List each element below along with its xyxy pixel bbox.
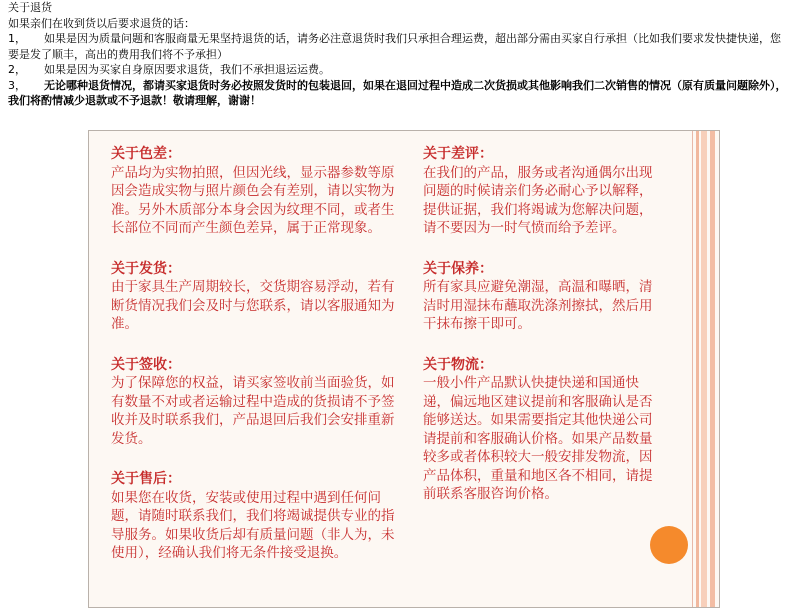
policy-item-3 — [8, 78, 790, 109]
section-title: 关于差评： — [423, 146, 493, 162]
section-title: 关于签收： — [111, 356, 181, 373]
stripe — [692, 131, 693, 607]
decorative-stripes — [689, 131, 719, 607]
section-title: 关于色差： — [111, 146, 181, 162]
section-negative-review — [423, 145, 663, 238]
section-shipping — [111, 260, 401, 334]
section-signing — [111, 356, 401, 449]
right-column — [423, 145, 663, 526]
section-title: 关于发货： — [111, 260, 181, 277]
section-color-difference — [111, 145, 401, 238]
policy-item-1 — [8, 31, 790, 62]
section-body: 如果您在收货，安装或使用过程中遇到任何问题，请随时联系我们，我们将竭诚提供专业的指导服务。如果收货后却有质量问题（非人为，未使用），经确认我们将无条件接受退换。 — [111, 489, 395, 561]
stripe — [710, 131, 715, 607]
section-body: 在我们的产品，服务或者沟通偶尔出现问题的时候请亲们务必耐心予以解释，提供证据，我们将竭诚为您解决问题，请不要因为一时气愤而给予差评。 — [423, 164, 653, 236]
section-after-sales — [111, 470, 401, 563]
info-card — [88, 130, 720, 608]
section-title: 关于售后： — [111, 471, 181, 487]
section-body: 由于家具生产周期较长，交货期容易浮动，若有断货情况我们会及时与您联系，请以客服通知为准。 — [111, 279, 395, 332]
policy-item-text: 如果是因为质量问题和客服商量无果坚持退货的话，请务必注意退货时我们只承担合理运费，超出部分需由买家自行承担（比如我们要求发快捷快递，您要是发了顺丰，高出的费用我们将不予承担） — [8, 32, 781, 61]
left-column — [111, 145, 401, 585]
section-body: 为了保障您的权益，请买家签收前当面验货，如有数量不对或者运输过程中造成的货损请不予签收并及时联系我们，产品退回后我们会安排重新发货。 — [111, 375, 395, 447]
section-title: 关于保养： — [423, 260, 493, 277]
policy-item-number: 1， — [8, 32, 26, 45]
section-logistics — [423, 356, 663, 504]
section-body: 一般小件产品默认快捷快递和国通快递，偏远地区建议提前和客服确认是否能够送达。如果需要指定其他快递公司请提前和客服确认价格。如果产品数量较多或者体积较大一般安排发物流，因产品体积，重量和地区各不相同，请提前联系客服咨询价格。 — [423, 375, 653, 502]
policy-item-number: 2， — [8, 63, 26, 76]
section-maintenance — [423, 260, 663, 334]
policy-title: 关于退货 — [8, 1, 52, 14]
policy-item-text: 如果是因为买家自身原因要求退货，我们不承担退运运费。 — [44, 63, 330, 76]
decorative-circle — [650, 526, 688, 564]
stripe — [696, 131, 699, 607]
policy-item-2 — [8, 62, 790, 78]
policy-intro: 如果亲们在收到货以后要求退货的话： — [8, 16, 195, 30]
policy-item-number: 3， — [8, 78, 26, 92]
stripe — [701, 131, 707, 607]
policy-text — [8, 0, 790, 109]
policy-item-text: 无论哪种退货情况，都请买家退货时务必按照发货时的包装退回，如果在退回过程中造成二次货损或其他影响我们二次销售的情况（原有质量问题除外），我们将酌情减少退款或不予退款！敬请理解，谢谢！ — [8, 78, 787, 107]
section-body: 所有家具应避免潮湿，高温和曝晒，清洁时用湿抹布蘸取洗涤剂擦拭，然后用干抹布擦干即可。 — [423, 279, 653, 332]
section-title: 关于物流： — [423, 356, 493, 373]
section-body: 产品均为实物拍照，但因光线，显示器参数等原因会造成实物与照片颜色会有差别，请以实物为准。另外木质部分本身会因为纹理不同，或者生长部位不同而产生颜色差异，属于正常现象。 — [111, 164, 395, 236]
